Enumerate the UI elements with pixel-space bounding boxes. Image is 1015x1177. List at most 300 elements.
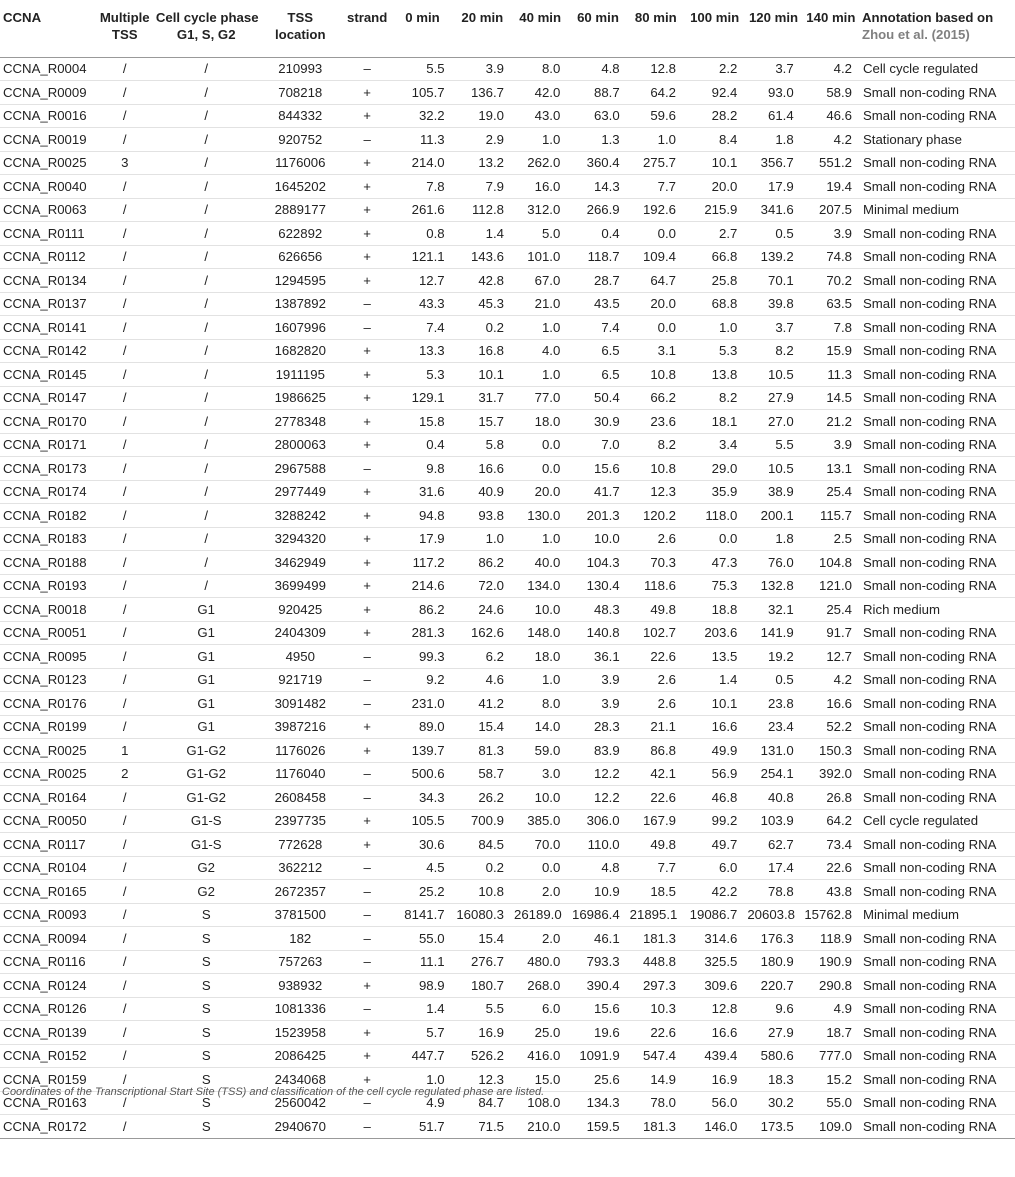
table-cell: CCNA_R0193 bbox=[0, 574, 96, 598]
table-cell: 356.7 bbox=[745, 151, 801, 175]
table-cell: CCNA_R0009 bbox=[0, 81, 96, 105]
table-cell: G1-G2 bbox=[154, 762, 259, 786]
table-cell: 1682820 bbox=[259, 339, 342, 363]
table-cell: Small non-coding RNA bbox=[860, 950, 1015, 974]
citation-link[interactable]: Zhou et al. (2015) bbox=[862, 27, 970, 42]
table-cell: Small non-coding RNA bbox=[860, 292, 1015, 316]
table-cell: 117.2 bbox=[392, 551, 452, 575]
table-cell: 146.0 bbox=[684, 1115, 745, 1139]
table-cell: / bbox=[154, 104, 259, 128]
table-cell: 32.1 bbox=[745, 598, 801, 622]
table-cell: 16.9 bbox=[453, 1021, 512, 1045]
table-cell: / bbox=[154, 245, 259, 269]
table-cell: 447.7 bbox=[392, 1044, 452, 1068]
table-cell: / bbox=[96, 1068, 154, 1092]
table-cell: / bbox=[96, 269, 154, 293]
table-cell: Small non-coding RNA bbox=[860, 645, 1015, 669]
table-cell: 4.9 bbox=[802, 997, 860, 1021]
table-cell: 70.1 bbox=[745, 269, 801, 293]
column-header bbox=[512, 0, 568, 57]
table-cell: 159.5 bbox=[568, 1115, 627, 1139]
table-cell: 25.6 bbox=[568, 1068, 627, 1092]
table-cell: 0.5 bbox=[745, 668, 801, 692]
table-cell: 0.2 bbox=[453, 856, 512, 880]
table-cell: CCNA_R0111 bbox=[0, 222, 96, 246]
table-cell: CCNA_R0025 bbox=[0, 151, 96, 175]
table-cell: 180.9 bbox=[745, 950, 801, 974]
table-row bbox=[0, 833, 1015, 857]
table-cell: Small non-coding RNA bbox=[860, 974, 1015, 998]
table-cell: G1-G2 bbox=[154, 739, 259, 763]
table-cell: Small non-coding RNA bbox=[860, 363, 1015, 387]
table-cell: 192.6 bbox=[628, 198, 684, 222]
table-cell: 115.7 bbox=[802, 504, 860, 528]
column-header-text: Cell cycle phase bbox=[155, 10, 259, 25]
table-cell: 580.6 bbox=[745, 1044, 801, 1068]
table-cell: 2.5 bbox=[802, 527, 860, 551]
table-cell: 626656 bbox=[259, 245, 342, 269]
table-cell: / bbox=[96, 809, 154, 833]
table-cell: / bbox=[96, 480, 154, 504]
table-cell: 1.0 bbox=[453, 527, 512, 551]
table-cell: 14.5 bbox=[802, 386, 860, 410]
table-cell: + bbox=[342, 363, 392, 387]
table-cell: Minimal medium bbox=[860, 198, 1015, 222]
table-cell: / bbox=[96, 175, 154, 199]
table-cell: G1 bbox=[154, 598, 259, 622]
table-cell: 12.7 bbox=[392, 269, 452, 293]
table-cell: 18.0 bbox=[512, 645, 568, 669]
table-cell: CCNA_R0134 bbox=[0, 269, 96, 293]
table-cell: 1986625 bbox=[259, 386, 342, 410]
table-cell: Small non-coding RNA bbox=[860, 574, 1015, 598]
table-cell: 75.3 bbox=[684, 574, 745, 598]
table-cell: 2397735 bbox=[259, 809, 342, 833]
table-cell: 20603.8 bbox=[745, 903, 801, 927]
table-cell: 7.7 bbox=[628, 856, 684, 880]
table-cell: 757263 bbox=[259, 950, 342, 974]
table-cell: 439.4 bbox=[684, 1044, 745, 1068]
table-cell: 3.4 bbox=[684, 433, 745, 457]
table-cell: 89.0 bbox=[392, 715, 452, 739]
table-cell: 16080.3 bbox=[453, 903, 512, 927]
table-cell: 12.8 bbox=[684, 997, 745, 1021]
table-cell: 1.0 bbox=[392, 1068, 452, 1092]
table-cell: / bbox=[96, 903, 154, 927]
table-cell: / bbox=[154, 527, 259, 551]
column-header-text: 80 min bbox=[634, 10, 677, 25]
table-cell: 266.9 bbox=[568, 198, 627, 222]
table-cell: 129.1 bbox=[392, 386, 452, 410]
column-header-text: Annotation based on bbox=[862, 10, 994, 25]
table-cell: Small non-coding RNA bbox=[860, 175, 1015, 199]
table-cell: / bbox=[154, 222, 259, 246]
table-cell: – bbox=[342, 457, 392, 481]
table-cell: 10.5 bbox=[745, 457, 801, 481]
table-cell: 5.3 bbox=[684, 339, 745, 363]
table-cell: 920425 bbox=[259, 598, 342, 622]
table-cell: 50.4 bbox=[568, 386, 627, 410]
table-cell: 325.5 bbox=[684, 950, 745, 974]
table-cell: – bbox=[342, 856, 392, 880]
table-cell: CCNA_R0124 bbox=[0, 974, 96, 998]
table-cell: 86.8 bbox=[628, 739, 684, 763]
table-cell: / bbox=[154, 269, 259, 293]
column-header-text: Multiple bbox=[99, 10, 150, 25]
table-cell: CCNA_R0123 bbox=[0, 668, 96, 692]
column-header bbox=[453, 0, 512, 57]
table-cell: 19.4 bbox=[802, 175, 860, 199]
table-cell: / bbox=[96, 974, 154, 998]
table-cell: 1081336 bbox=[259, 997, 342, 1021]
table-cell: / bbox=[96, 104, 154, 128]
table-cell: 0.0 bbox=[684, 527, 745, 551]
table-cell: / bbox=[96, 574, 154, 598]
table-cell: – bbox=[342, 927, 392, 951]
table-cell: 25.8 bbox=[684, 269, 745, 293]
table-row bbox=[0, 410, 1015, 434]
table-row bbox=[0, 1044, 1015, 1068]
table-cell: 392.0 bbox=[802, 762, 860, 786]
column-header bbox=[154, 0, 259, 57]
table-cell: 8.4 bbox=[684, 128, 745, 152]
table-cell: 105.5 bbox=[392, 809, 452, 833]
table-cell: 480.0 bbox=[512, 950, 568, 974]
table-body bbox=[0, 57, 1015, 1138]
table-cell: 19086.7 bbox=[684, 903, 745, 927]
table-cell: 4.5 bbox=[392, 856, 452, 880]
table-cell: CCNA_R0004 bbox=[0, 57, 96, 81]
table-cell: Small non-coding RNA bbox=[860, 715, 1015, 739]
table-cell: Small non-coding RNA bbox=[860, 1068, 1015, 1092]
table-cell: + bbox=[342, 269, 392, 293]
column-header-text: 100 min bbox=[690, 10, 740, 25]
table-cell: 2.2 bbox=[684, 57, 745, 81]
table-cell: 46.1 bbox=[568, 927, 627, 951]
table-cell: 1.0 bbox=[512, 128, 568, 152]
table-cell: Small non-coding RNA bbox=[860, 269, 1015, 293]
table-cell: 3.9 bbox=[568, 692, 627, 716]
table-cell: CCNA_R0040 bbox=[0, 175, 96, 199]
table-cell: + bbox=[342, 433, 392, 457]
column-header bbox=[259, 0, 342, 57]
table-cell: 1387892 bbox=[259, 292, 342, 316]
table-cell: + bbox=[342, 1068, 392, 1092]
table-cell: 4.2 bbox=[802, 128, 860, 152]
table-cell: Small non-coding RNA bbox=[860, 386, 1015, 410]
table-cell: / bbox=[154, 198, 259, 222]
table-cell: 70.2 bbox=[802, 269, 860, 293]
table-cell: 8.2 bbox=[684, 386, 745, 410]
table-cell: / bbox=[154, 57, 259, 81]
table-cell: 2.0 bbox=[512, 880, 568, 904]
table-cell: 41.7 bbox=[568, 480, 627, 504]
table-cell: 93.0 bbox=[745, 81, 801, 105]
table-cell: CCNA_R0137 bbox=[0, 292, 96, 316]
column-header bbox=[568, 0, 627, 57]
table-cell: 21895.1 bbox=[628, 903, 684, 927]
table-cell: 20.0 bbox=[512, 480, 568, 504]
table-cell: 2.6 bbox=[628, 692, 684, 716]
table-cell: 0.8 bbox=[392, 222, 452, 246]
table-cell: 40.8 bbox=[745, 786, 801, 810]
table-cell: / bbox=[154, 410, 259, 434]
table-cell: + bbox=[342, 598, 392, 622]
table-cell: CCNA_R0016 bbox=[0, 104, 96, 128]
table-row bbox=[0, 292, 1015, 316]
table-cell: + bbox=[342, 833, 392, 857]
table-cell: 110.0 bbox=[568, 833, 627, 857]
table-cell: 2778348 bbox=[259, 410, 342, 434]
table-cell: 254.1 bbox=[745, 762, 801, 786]
table-cell: 708218 bbox=[259, 81, 342, 105]
table-cell: 84.7 bbox=[453, 1091, 512, 1115]
table-cell: 15.7 bbox=[453, 410, 512, 434]
table-cell: 17.9 bbox=[745, 175, 801, 199]
table-cell: 215.9 bbox=[684, 198, 745, 222]
table-cell: 140.8 bbox=[568, 621, 627, 645]
table-cell: / bbox=[96, 81, 154, 105]
table-cell: + bbox=[342, 715, 392, 739]
table-cell: 74.8 bbox=[802, 245, 860, 269]
column-header bbox=[96, 0, 154, 57]
table-cell: 1.0 bbox=[512, 316, 568, 340]
table-cell: Small non-coding RNA bbox=[860, 1115, 1015, 1139]
table-cell: 2800063 bbox=[259, 433, 342, 457]
table-cell: + bbox=[342, 104, 392, 128]
table-cell: 3.9 bbox=[453, 57, 512, 81]
column-header-text: 20 min bbox=[461, 10, 504, 25]
table-cell: 22.6 bbox=[628, 645, 684, 669]
table-cell: 2940670 bbox=[259, 1115, 342, 1139]
table-cell: 120.2 bbox=[628, 504, 684, 528]
column-header-text: 140 min bbox=[806, 10, 856, 25]
table-cell: 99.2 bbox=[684, 809, 745, 833]
table-cell: + bbox=[342, 151, 392, 175]
table-row bbox=[0, 786, 1015, 810]
table-cell: 109.4 bbox=[628, 245, 684, 269]
table-row bbox=[0, 598, 1015, 622]
table-cell: 121.0 bbox=[802, 574, 860, 598]
table-cell: 49.8 bbox=[628, 833, 684, 857]
table-cell: / bbox=[96, 410, 154, 434]
table-row bbox=[0, 1021, 1015, 1045]
table-cell: / bbox=[96, 997, 154, 1021]
table-cell: + bbox=[342, 809, 392, 833]
table-cell: 3.9 bbox=[568, 668, 627, 692]
table-cell: 62.7 bbox=[745, 833, 801, 857]
table-cell: 1911195 bbox=[259, 363, 342, 387]
table-cell: 131.0 bbox=[745, 739, 801, 763]
table-cell: Small non-coding RNA bbox=[860, 222, 1015, 246]
table-cell: 176.3 bbox=[745, 927, 801, 951]
table-cell: CCNA_R0018 bbox=[0, 598, 96, 622]
table-cell: 42.2 bbox=[684, 880, 745, 904]
table-cell: 200.1 bbox=[745, 504, 801, 528]
table-cell: 63.5 bbox=[802, 292, 860, 316]
table-cell: 0.0 bbox=[628, 316, 684, 340]
table-cell: 108.0 bbox=[512, 1091, 568, 1115]
table-cell: 29.0 bbox=[684, 457, 745, 481]
table-cell: 21.2 bbox=[802, 410, 860, 434]
table-cell: / bbox=[96, 833, 154, 857]
table-cell: 20.0 bbox=[628, 292, 684, 316]
table-cell: 10.9 bbox=[568, 880, 627, 904]
table-cell: Small non-coding RNA bbox=[860, 480, 1015, 504]
table-cell: 1523958 bbox=[259, 1021, 342, 1045]
table-cell: 15.4 bbox=[453, 715, 512, 739]
table-cell: 61.4 bbox=[745, 104, 801, 128]
table-cell: Small non-coding RNA bbox=[860, 1044, 1015, 1068]
table-cell: 15.4 bbox=[453, 927, 512, 951]
table-cell: 17.4 bbox=[745, 856, 801, 880]
table-cell: CCNA_R0063 bbox=[0, 198, 96, 222]
column-header bbox=[392, 0, 452, 57]
table-cell: 23.4 bbox=[745, 715, 801, 739]
table-cell: Rich medium bbox=[860, 598, 1015, 622]
table-cell: 1 bbox=[96, 739, 154, 763]
table-cell: – bbox=[342, 316, 392, 340]
table-cell: 136.7 bbox=[453, 81, 512, 105]
table-cell: / bbox=[154, 292, 259, 316]
table-cell: S bbox=[154, 950, 259, 974]
column-header bbox=[802, 0, 860, 57]
table-cell: Cell cycle regulated bbox=[860, 809, 1015, 833]
table-cell: 173.5 bbox=[745, 1115, 801, 1139]
table-cell: 49.8 bbox=[628, 598, 684, 622]
table-cell: + bbox=[342, 480, 392, 504]
table-cell: Small non-coding RNA bbox=[860, 668, 1015, 692]
table-cell: 180.7 bbox=[453, 974, 512, 998]
table-cell: 23.6 bbox=[628, 410, 684, 434]
table-cell: + bbox=[342, 245, 392, 269]
table-cell: 11.1 bbox=[392, 950, 452, 974]
table-cell: 76.0 bbox=[745, 551, 801, 575]
table-cell: S bbox=[154, 1021, 259, 1045]
table-cell: 2889177 bbox=[259, 198, 342, 222]
table-cell: 24.6 bbox=[453, 598, 512, 622]
table-cell: 1.0 bbox=[684, 316, 745, 340]
table-cell: 104.3 bbox=[568, 551, 627, 575]
table-cell: 59.6 bbox=[628, 104, 684, 128]
table-cell: S bbox=[154, 1115, 259, 1139]
table-cell: 91.7 bbox=[802, 621, 860, 645]
table-cell: 12.3 bbox=[453, 1068, 512, 1092]
table-cell: 3.7 bbox=[745, 57, 801, 81]
table-cell: 262.0 bbox=[512, 151, 568, 175]
table-cell: Small non-coding RNA bbox=[860, 504, 1015, 528]
table-cell: 777.0 bbox=[802, 1044, 860, 1068]
table-cell: 51.7 bbox=[392, 1115, 452, 1139]
table-cell: 203.6 bbox=[684, 621, 745, 645]
table-cell: CCNA_R0104 bbox=[0, 856, 96, 880]
table-cell: 25.4 bbox=[802, 480, 860, 504]
table-cell: CCNA_R0147 bbox=[0, 386, 96, 410]
table-cell: 18.7 bbox=[802, 1021, 860, 1045]
table-cell: 7.9 bbox=[453, 175, 512, 199]
table-cell: 141.9 bbox=[745, 621, 801, 645]
table-row bbox=[0, 762, 1015, 786]
table-cell: 214.0 bbox=[392, 151, 452, 175]
table-cell: G1-G2 bbox=[154, 786, 259, 810]
table-cell: 7.8 bbox=[802, 316, 860, 340]
table-cell: / bbox=[96, 504, 154, 528]
table-cell: 121.1 bbox=[392, 245, 452, 269]
table-cell: 15.2 bbox=[802, 1068, 860, 1092]
table-cell: 18.5 bbox=[628, 880, 684, 904]
table-cell: 71.5 bbox=[453, 1115, 512, 1139]
table-cell: 2.0 bbox=[512, 927, 568, 951]
table-row bbox=[0, 151, 1015, 175]
table-cell: / bbox=[154, 433, 259, 457]
table-row bbox=[0, 621, 1015, 645]
table-cell: Small non-coding RNA bbox=[860, 762, 1015, 786]
table-cell: Small non-coding RNA bbox=[860, 151, 1015, 175]
table-cell: 15.9 bbox=[802, 339, 860, 363]
table-cell: – bbox=[342, 645, 392, 669]
table-cell: / bbox=[154, 504, 259, 528]
table-cell: 98.9 bbox=[392, 974, 452, 998]
column-header-text: 120 min bbox=[748, 10, 799, 25]
table-cell: 30.9 bbox=[568, 410, 627, 434]
table-cell: 4.0 bbox=[512, 339, 568, 363]
table-cell: – bbox=[342, 880, 392, 904]
table-cell: 41.2 bbox=[453, 692, 512, 716]
table-row bbox=[0, 974, 1015, 998]
table-cell: 143.6 bbox=[453, 245, 512, 269]
table-cell: 28.7 bbox=[568, 269, 627, 293]
table-cell: 4.2 bbox=[802, 57, 860, 81]
table-cell: 312.0 bbox=[512, 198, 568, 222]
table-cell: Small non-coding RNA bbox=[860, 927, 1015, 951]
table-cell: 261.6 bbox=[392, 198, 452, 222]
table-cell: 118.7 bbox=[568, 245, 627, 269]
table-cell: 16986.4 bbox=[568, 903, 627, 927]
table-cell: Small non-coding RNA bbox=[860, 245, 1015, 269]
table-cell: CCNA_R0051 bbox=[0, 621, 96, 645]
table-cell: 1.3 bbox=[568, 128, 627, 152]
table-cell: 92.4 bbox=[684, 81, 745, 105]
table-cell: 47.3 bbox=[684, 551, 745, 575]
table-cell: 21.0 bbox=[512, 292, 568, 316]
table-cell: / bbox=[96, 1091, 154, 1115]
table-cell: CCNA_R0094 bbox=[0, 927, 96, 951]
table-cell: Small non-coding RNA bbox=[860, 997, 1015, 1021]
table-cell: CCNA_R0112 bbox=[0, 245, 96, 269]
table-cell: Small non-coding RNA bbox=[860, 104, 1015, 128]
table-cell: 39.8 bbox=[745, 292, 801, 316]
table-cell: 15.6 bbox=[568, 997, 627, 1021]
table-cell: 10.0 bbox=[512, 598, 568, 622]
table-cell: 10.1 bbox=[684, 151, 745, 175]
table-cell: 5.7 bbox=[392, 1021, 452, 1045]
table-cell: 10.8 bbox=[453, 880, 512, 904]
table-cell: 700.9 bbox=[453, 809, 512, 833]
table-cell: 67.0 bbox=[512, 269, 568, 293]
column-header bbox=[745, 0, 801, 57]
table-cell: 21.1 bbox=[628, 715, 684, 739]
table-cell: CCNA_R0093 bbox=[0, 903, 96, 927]
table-row bbox=[0, 386, 1015, 410]
table-cell: 0.4 bbox=[568, 222, 627, 246]
table-cell: 63.0 bbox=[568, 104, 627, 128]
table-cell: 182 bbox=[259, 927, 342, 951]
table-cell: 42.1 bbox=[628, 762, 684, 786]
table-cell: / bbox=[96, 880, 154, 904]
table-cell: 5.5 bbox=[392, 57, 452, 81]
table-row bbox=[0, 222, 1015, 246]
table-cell: 385.0 bbox=[512, 809, 568, 833]
